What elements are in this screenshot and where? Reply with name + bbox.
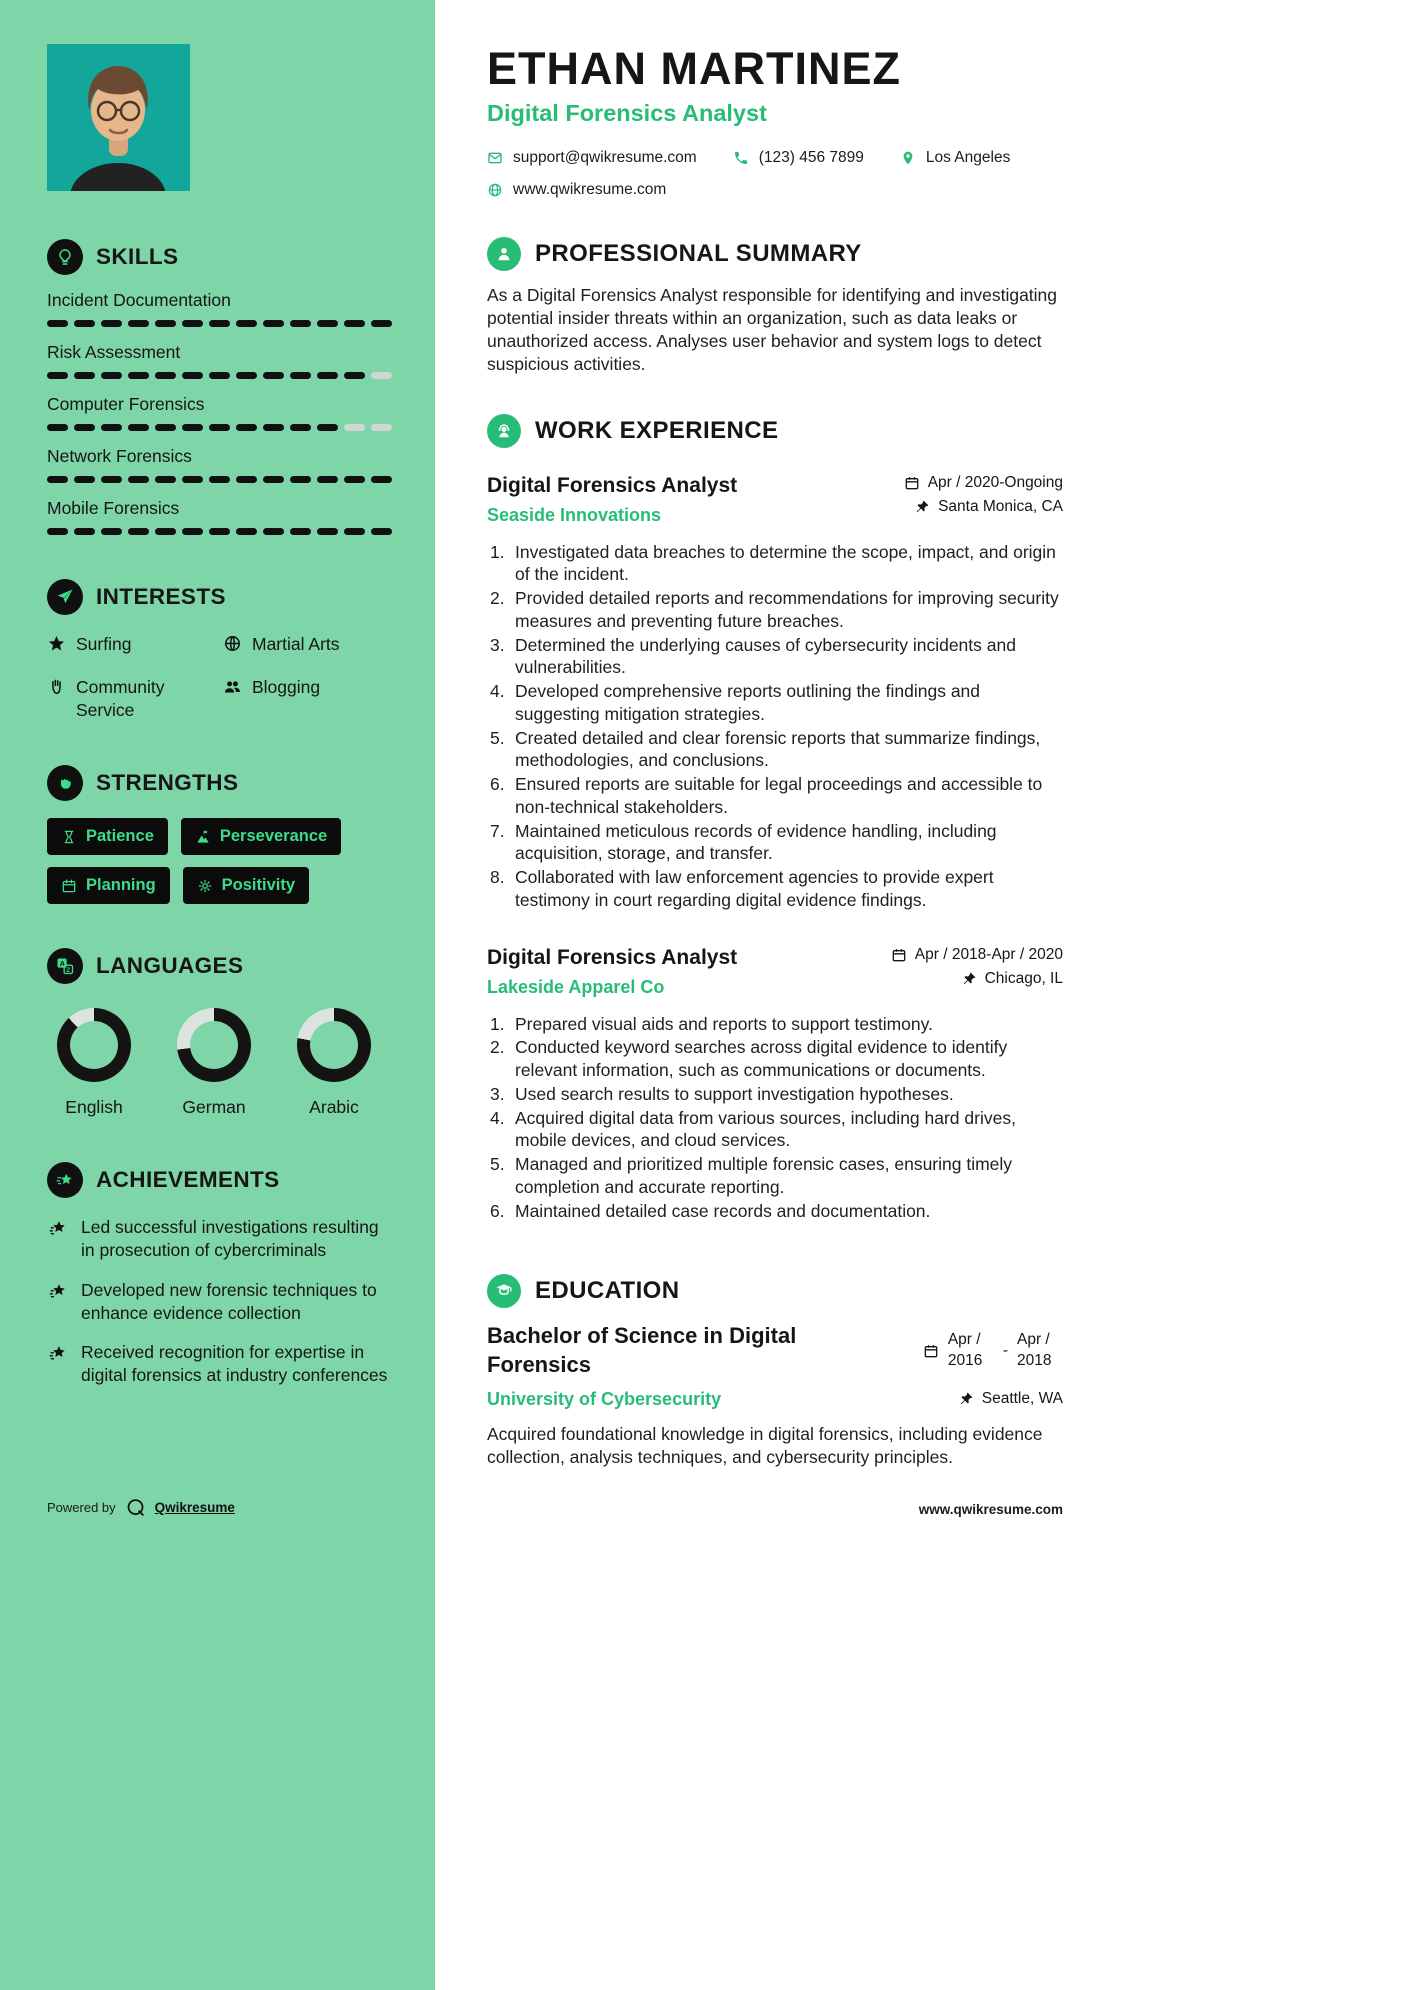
skill-level-dash xyxy=(344,528,365,535)
education-dates xyxy=(923,1322,1063,1379)
gear-icon xyxy=(197,878,213,894)
job-bullet xyxy=(487,1107,1063,1153)
fist-icon xyxy=(47,765,83,801)
achievement-text: Developed new forensic techniques to enhance evidence collection xyxy=(81,1279,377,1323)
skill-level-dash xyxy=(182,528,203,535)
skill-level-dash xyxy=(290,372,311,379)
strength-label: Perseverance xyxy=(219,827,328,846)
skill-level-dash xyxy=(371,320,392,327)
skill-level-bar xyxy=(47,424,395,431)
education-section xyxy=(487,1274,1063,1468)
language-level-donut xyxy=(177,1008,251,1082)
achievements-list xyxy=(47,1216,395,1387)
medal-star-icon xyxy=(47,1281,69,1303)
job-bullet xyxy=(487,1036,1063,1082)
job-dates xyxy=(904,474,1063,492)
languages-list xyxy=(47,1008,395,1118)
email-text: support@qwikresume.com xyxy=(513,149,697,166)
skill-item xyxy=(47,290,395,327)
skill-level-dash xyxy=(344,320,365,327)
skill-level-dash xyxy=(344,372,365,379)
skill-level-dash xyxy=(263,320,284,327)
skill-level-dash xyxy=(128,476,149,483)
job-bullet-text: Maintained meticulous records of evidence handling, including acquisition, storage, and transfer. xyxy=(515,820,997,864)
section-title: SKILLS xyxy=(96,244,179,269)
achievement-text: Received recognition for expertise in digital forensics at industry conferences xyxy=(81,1342,388,1385)
powered-by-label: Powered by xyxy=(47,1500,116,1515)
candidate-name: ETHAN MARTINEZ xyxy=(487,43,901,94)
candidate-role: Digital Forensics Analyst xyxy=(487,100,767,126)
skill-level-bar xyxy=(47,372,395,379)
language-label: German xyxy=(182,1097,246,1118)
skill-name: Incident Documentation xyxy=(47,290,231,310)
summary-header xyxy=(487,237,1063,271)
profile-photo xyxy=(47,44,190,191)
job-bullet-text: Prepared visual aids and reports to support testimony. xyxy=(515,1013,933,1034)
strength-label: Patience xyxy=(86,827,154,846)
email-link[interactable] xyxy=(487,149,697,167)
job-dates xyxy=(891,946,1063,964)
job-bullet-text: Acquired digital data from various sources, including hard drives, mobile devices, and cloud services. xyxy=(515,1107,1016,1151)
star-icon xyxy=(47,634,66,653)
interests-header xyxy=(47,579,395,615)
paper-plane-icon xyxy=(47,579,83,615)
location-text: Los Angeles xyxy=(925,149,1011,166)
skill-level-dash xyxy=(236,424,257,431)
main-content xyxy=(435,0,1407,1990)
education-entry xyxy=(487,1322,1063,1379)
interest-label: Blogging xyxy=(252,676,321,697)
strengths-header xyxy=(47,765,395,801)
languages-section xyxy=(47,948,395,1118)
job-bullet-text: Used search results to support investigation hypotheses. xyxy=(515,1083,954,1104)
footer-website-link[interactable]: www.qwikresume.com xyxy=(918,1502,1063,1517)
calendar-icon xyxy=(61,878,77,894)
skill-level-dash xyxy=(209,528,230,535)
skill-level-dash xyxy=(236,476,257,483)
job-location xyxy=(961,970,1063,988)
skill-level-dash xyxy=(236,528,257,535)
job-bullet xyxy=(487,727,1063,773)
skill-level-dash xyxy=(290,424,311,431)
contact-info xyxy=(487,149,1063,199)
skill-level-dash xyxy=(101,372,122,379)
interest-item-community-service xyxy=(47,676,223,722)
skill-level-dash xyxy=(128,320,149,327)
globe-icon xyxy=(487,182,503,198)
job-bullet xyxy=(487,634,1063,680)
skill-level-dash xyxy=(263,528,284,535)
phone-link[interactable] xyxy=(733,149,864,167)
job-bullet xyxy=(487,1083,1063,1106)
skill-level-dash xyxy=(101,476,122,483)
location-item xyxy=(900,149,1010,167)
skill-level-dash xyxy=(101,320,122,327)
headset-person-icon xyxy=(487,414,521,448)
skill-name: Risk Assessment xyxy=(47,342,181,362)
job-bullet xyxy=(487,1200,1063,1223)
profile-photo-illustration xyxy=(47,44,190,191)
people-icon xyxy=(223,677,242,696)
summary-text: As a Digital Forensics Analyst responsible for identifying and investigating potential insider threats within an organization, such as data leaks or unauthorized access. Analyses user behavior and system logs to detect suspicious activities. xyxy=(487,285,1058,374)
skill-level-dash xyxy=(236,372,257,379)
section-title: WORK EXPERIENCE xyxy=(535,416,779,444)
skill-level-dash xyxy=(290,528,311,535)
job-title: Digital Forensics Analyst xyxy=(487,473,738,497)
interests-section xyxy=(47,579,395,721)
calendar-icon xyxy=(891,947,907,963)
job-dates-text: Apr / 2018-Apr / 2020 xyxy=(914,945,1063,963)
achievement-item xyxy=(47,1216,392,1262)
skill-level-dash xyxy=(209,320,230,327)
strength-badge-positivity xyxy=(183,867,309,904)
phone-icon xyxy=(733,150,749,166)
skill-level-dash xyxy=(101,424,122,431)
job-bullet xyxy=(487,587,1063,633)
job-location-text: Santa Monica, CA xyxy=(938,497,1063,515)
pushpin-icon xyxy=(961,971,977,987)
job-bullet-text: Collaborated with law enforcement agencies to provide expert testimony in court regarding digital evidence findings. xyxy=(515,867,994,910)
skill-level-dash xyxy=(47,476,68,483)
skill-level-dash xyxy=(182,320,203,327)
job-bullet-list xyxy=(487,1013,1063,1223)
skill-level-dash xyxy=(74,476,95,483)
skill-level-dash xyxy=(155,476,176,483)
skill-level-dash xyxy=(344,476,365,483)
skill-level-dash xyxy=(290,476,311,483)
job-bullet-text: Ensured reports are suitable for legal proceedings and accessible to non-technical stakeholders. xyxy=(515,774,1043,817)
website-link[interactable] xyxy=(487,181,666,199)
skill-level-dash xyxy=(209,476,230,483)
language-item-german xyxy=(167,1008,261,1118)
job-bullet-text: Determined the underlying causes of cybersecurity incidents and vulnerabilities. xyxy=(515,634,1016,678)
sidebar xyxy=(0,0,435,1990)
skill-level-dash xyxy=(155,528,176,535)
interest-label: Martial Arts xyxy=(252,634,340,654)
achievement-item xyxy=(47,1341,392,1387)
strengths-list xyxy=(47,818,395,904)
interest-item-surfing xyxy=(47,633,223,656)
translate-icon xyxy=(47,948,83,984)
strength-badge-patience xyxy=(47,818,168,855)
skill-level-dash xyxy=(317,528,338,535)
phone-text: (123) 456 7899 xyxy=(758,149,864,166)
envelope-icon xyxy=(487,150,503,166)
skill-item xyxy=(47,446,395,483)
website-text: www.qwikresume.com xyxy=(513,181,667,198)
skill-level-dash xyxy=(182,372,203,379)
skill-level-dash xyxy=(371,476,392,483)
achievement-text: Led successful investigations resulting in prosecution of cybercriminals xyxy=(81,1217,379,1260)
job-bullet-text: Provided detailed reports and recommendations for improving security measures and preventing future breaches. xyxy=(515,588,1059,631)
svg-text:Z: Z xyxy=(66,967,71,975)
experience-header xyxy=(487,414,1063,448)
skill-level-dash xyxy=(182,476,203,483)
interest-item-martial-arts xyxy=(223,633,395,656)
pushpin-icon xyxy=(958,1391,974,1407)
calendar-icon xyxy=(904,475,920,491)
person-icon xyxy=(487,237,521,271)
achievement-item xyxy=(47,1279,392,1325)
job-bullet-list xyxy=(487,541,1063,912)
job-bullet xyxy=(487,1013,1063,1036)
strength-label: Positivity xyxy=(221,876,296,895)
job-entry xyxy=(487,946,1063,1223)
map-pin-icon xyxy=(900,150,916,166)
skill-level-bar xyxy=(47,476,395,483)
skill-level-dash xyxy=(263,424,284,431)
skill-item xyxy=(47,498,395,535)
skill-level-dash xyxy=(47,528,68,535)
strength-label: Planning xyxy=(86,876,156,895)
skills-section xyxy=(47,239,395,535)
skill-level-dash xyxy=(74,372,95,379)
job-dates-text: Apr / 2020-Ongoing xyxy=(927,473,1063,491)
job-location xyxy=(914,498,1063,516)
lightbulb-icon xyxy=(47,239,83,275)
skill-level-dash xyxy=(371,528,392,535)
skill-level-dash xyxy=(47,424,68,431)
education-description: Acquired foundational knowledge in digital forensics, including evidence collection, analysis techniques, and cybersecurity principles. xyxy=(487,1423,1043,1467)
achievements-section xyxy=(47,1162,395,1387)
summary-section xyxy=(487,237,1063,376)
skill-level-dash xyxy=(236,320,257,327)
skill-level-dash xyxy=(47,320,68,327)
skill-level-dash xyxy=(209,372,230,379)
language-level-donut xyxy=(297,1008,371,1082)
skill-level-dash xyxy=(155,372,176,379)
skill-level-dash xyxy=(344,424,365,431)
skill-level-bar xyxy=(47,320,395,327)
qwikresume-logo-icon xyxy=(125,1497,146,1518)
education-date-end: Apr / 2018 xyxy=(1017,1331,1052,1370)
section-title: ACHIEVEMENTS xyxy=(96,1167,280,1193)
job-bullet xyxy=(487,866,1063,912)
school-name: University of Cybersecurity xyxy=(487,1388,722,1409)
job-company: Seaside Innovations xyxy=(487,504,662,525)
skill-level-dash xyxy=(74,424,95,431)
skill-level-dash xyxy=(128,528,149,535)
skill-level-dash xyxy=(263,476,284,483)
medal-star-icon xyxy=(47,1343,69,1365)
skill-level-dash xyxy=(290,320,311,327)
education-date-separator: - xyxy=(1002,1342,1008,1360)
graduation-cap-icon xyxy=(487,1274,521,1308)
section-title: EDUCATION xyxy=(535,1277,680,1305)
section-title: STRENGTHS xyxy=(96,770,239,796)
skill-level-dash xyxy=(371,372,392,379)
mountain-flag-icon xyxy=(195,829,211,845)
skill-name: Computer Forensics xyxy=(47,394,205,414)
skill-level-dash xyxy=(74,320,95,327)
skill-level-dash xyxy=(47,372,68,379)
skill-level-dash xyxy=(182,424,203,431)
qwikresume-link[interactable]: Qwikresume xyxy=(154,1500,235,1515)
skill-name: Mobile Forensics xyxy=(47,498,180,518)
language-label: English xyxy=(65,1097,123,1118)
shooting-star-icon xyxy=(47,1162,83,1198)
interests-list xyxy=(47,633,395,721)
skill-level-dash xyxy=(317,424,338,431)
education-header xyxy=(487,1274,1063,1308)
education-location xyxy=(958,1390,1063,1408)
skill-level-dash xyxy=(317,372,338,379)
skill-level-dash xyxy=(317,320,338,327)
languages-header xyxy=(47,948,395,984)
language-item-english xyxy=(47,1008,141,1118)
education-location-text: Seattle, WA xyxy=(981,1390,1063,1408)
job-bullet-text: Developed comprehensive reports outlining the findings and suggesting mitigation strategies. xyxy=(515,681,981,724)
skill-level-dash xyxy=(317,476,338,483)
job-bullet xyxy=(487,773,1063,819)
interest-item-blogging xyxy=(223,676,395,722)
skill-level-dash xyxy=(128,372,149,379)
pushpin-icon xyxy=(914,499,930,515)
skill-level-dash xyxy=(155,320,176,327)
strengths-section xyxy=(47,765,395,904)
language-label: Arabic xyxy=(309,1097,359,1118)
calendar-icon xyxy=(923,1343,939,1359)
job-company: Lakeside Apparel Co xyxy=(487,976,665,997)
skill-level-dash xyxy=(128,424,149,431)
skill-level-dash xyxy=(209,424,230,431)
job-entry xyxy=(487,474,1063,912)
job-location-text: Chicago, IL xyxy=(984,969,1063,987)
degree-title: Bachelor of Science in Digital Forensics xyxy=(487,1323,797,1378)
powered-by xyxy=(47,1497,235,1518)
interest-label: Surfing xyxy=(76,634,132,654)
skill-level-bar xyxy=(47,528,395,535)
job-bullet-text: Maintained detailed case records and documentation. xyxy=(515,1200,931,1221)
hand-icon xyxy=(47,677,66,696)
job-bullet-text: Investigated data breaches to determine the scope, impact, and origin of the incident. xyxy=(515,541,1056,585)
job-title: Digital Forensics Analyst xyxy=(487,945,738,969)
job-bullet xyxy=(487,820,1063,866)
skill-level-dash xyxy=(101,528,122,535)
skill-item xyxy=(47,394,395,431)
job-bullet-text: Created detailed and clear forensic reports that summarize findings, methodologies, and conclusions. xyxy=(515,727,1041,771)
job-bullet-text: Conducted keyword searches across digital evidence to identify relevant information, such as communications or documents. xyxy=(515,1037,1008,1081)
job-bullet-text: Managed and prioritized multiple forensic cases, ensuring timely completion and accurate reporting. xyxy=(515,1154,1013,1197)
job-bullet xyxy=(487,541,1063,587)
strength-badge-perseverance xyxy=(181,818,341,855)
language-level-donut xyxy=(57,1008,131,1082)
skill-name: Network Forensics xyxy=(47,446,192,466)
section-title: INTERESTS xyxy=(96,584,226,609)
job-bullet xyxy=(487,1153,1063,1199)
skill-item xyxy=(47,342,395,379)
experience-section xyxy=(487,414,1063,1223)
achievements-header xyxy=(47,1162,395,1198)
skills-header xyxy=(47,239,395,275)
language-item-arabic xyxy=(287,1008,381,1118)
section-title: LANGUAGES xyxy=(96,953,244,979)
skill-level-dash xyxy=(263,372,284,379)
svg-text:A: A xyxy=(59,959,66,969)
skill-level-dash xyxy=(371,424,392,431)
job-bullet xyxy=(487,680,1063,726)
medal-star-icon xyxy=(47,1218,69,1240)
interest-label: Community Service xyxy=(76,676,165,720)
hourglass-icon xyxy=(61,829,77,845)
education-date-start: Apr / 2016 xyxy=(947,1331,983,1370)
section-title: PROFESSIONAL SUMMARY xyxy=(535,240,862,267)
skill-level-dash xyxy=(74,528,95,535)
skills-list xyxy=(47,290,395,535)
strength-badge-planning xyxy=(47,867,170,904)
globe-icon xyxy=(223,634,242,653)
skill-level-dash xyxy=(155,424,176,431)
